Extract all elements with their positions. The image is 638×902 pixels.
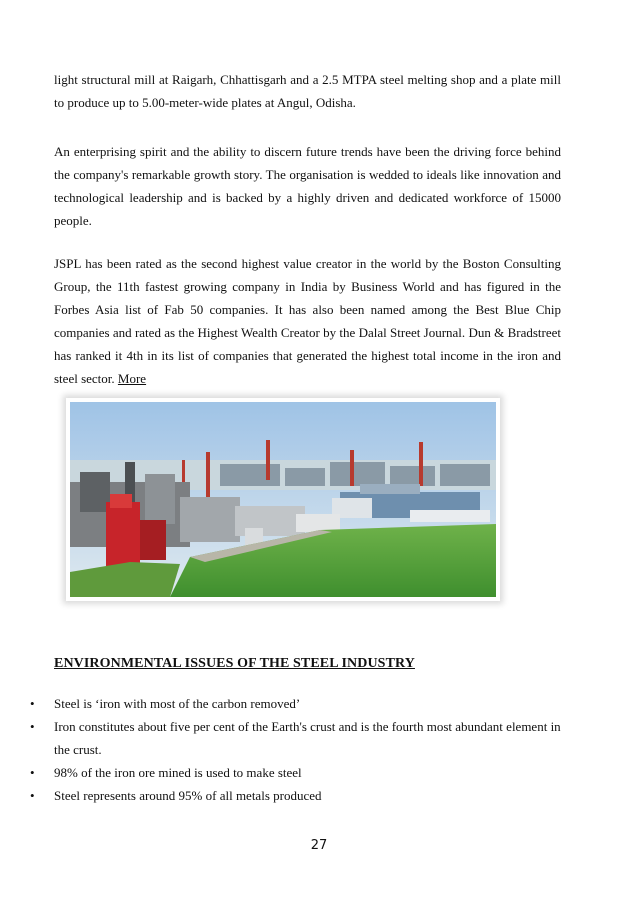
- paragraph-jspl-ratings-text: JSPL has been rated as the second highest value creator in the world by the Boston Consulting Group, the 11th fastest growing company in India by Business World and has figured in the Forbes Asia list of Fab 50 companies. It has also been named among the Best Blue Chip companies and rated as the Highest Wealth Creator by the Dalal Street Journal. Dun & Bradstreet has ranked it 4th in its list of companies that generated the highest total income in the iron and steel sector.: [54, 256, 561, 386]
- list-item: • Steel represents around 95% of all metals produced: [0, 784, 561, 807]
- steel-plant-photo: [66, 398, 500, 601]
- section-heading: ENVIRONMENTAL ISSUES OF THE STEEL INDUSTRY: [54, 656, 415, 671]
- list-item: • Iron constitutes about five per cent of the Earth's crust and is the fourth most abundant element in the crust.: [0, 715, 561, 761]
- bullet-list: [0, 692, 638, 807]
- list-item: • 98% of the iron ore mined is used to make steel: [0, 761, 561, 784]
- page-number: 27: [310, 838, 328, 853]
- paragraph-enterprising-spirit: An enterprising spirit and the ability to discern future trends have been the driving force behind the company's remarkable growth story. The organisation is wedded to ideals like innovation and technological leadership and is backed by a highly driven and dedicated workforce of 15000 people.: [54, 144, 561, 228]
- paragraph-jspl-ratings: [54, 252, 561, 390]
- list-item: • Steel is ‘iron with most of the carbon removed’: [0, 692, 561, 715]
- more-link[interactable]: More: [117, 371, 147, 386]
- paragraph-plant-capacity: light structural mill at Raigarh, Chhattisgarh and a 2.5 MTPA steel melting shop and a plate mill to produce up to 5.00-meter-wide plates at Angul, Odisha.: [54, 72, 561, 110]
- steel-plant-illustration: [70, 402, 496, 597]
